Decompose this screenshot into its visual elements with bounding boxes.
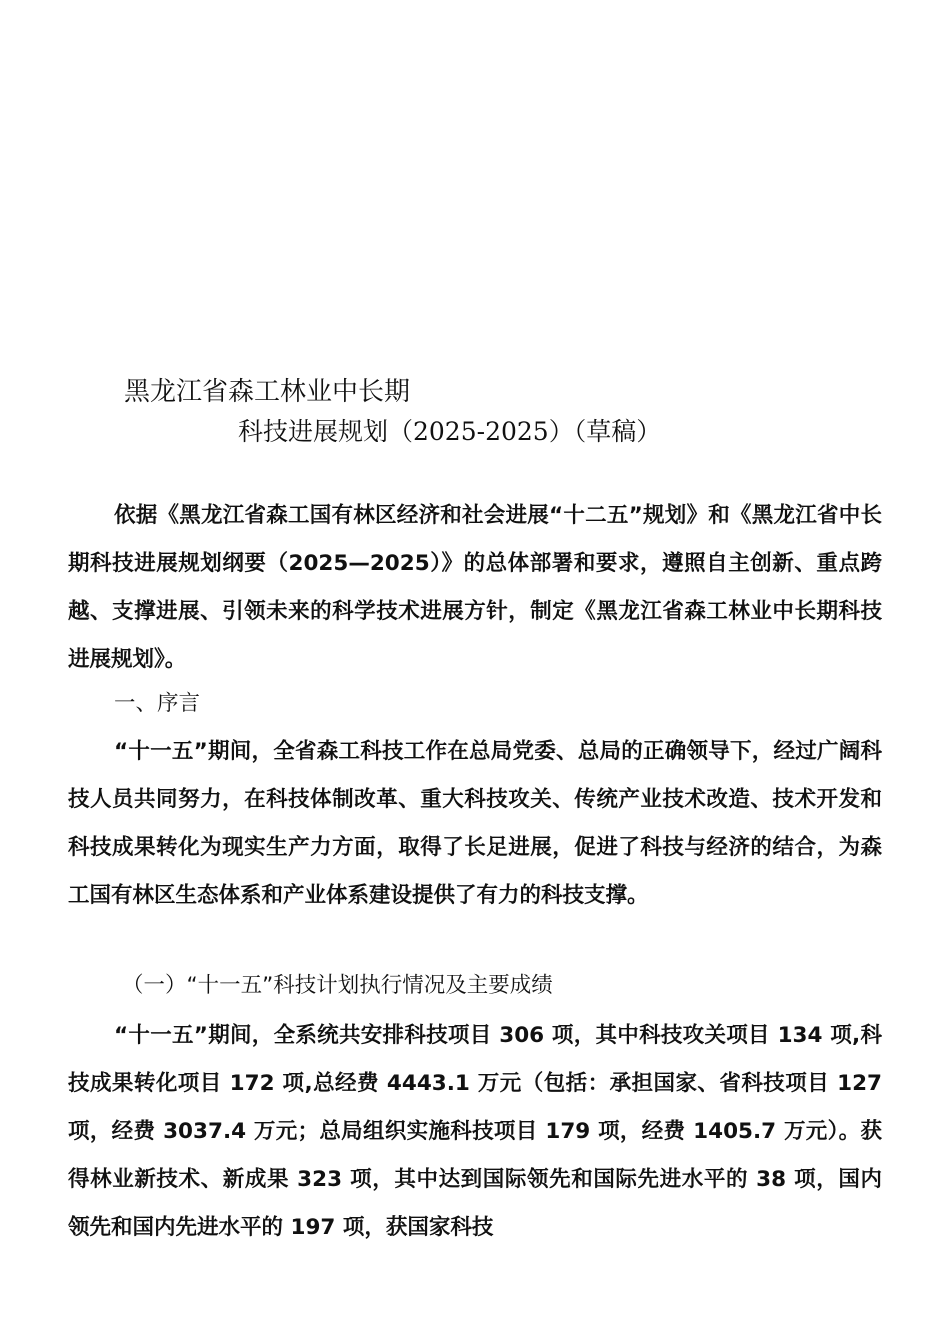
preface-paragraph: “十一五”期间，全省森工科技工作在总局党委、总局的正确领导下，经过广阔科技人员共同努力，在科技体制改革、重大科技攻关、传统产业技术改造、技术开发和科技成果转化为现实生产力方面，取得了长足进展，促进了科技与经济的结合，为森工国有林区生态体系和产业体系建设提供了有力的科技支撑。 (68, 739, 882, 908)
document-title-line1: 黑龙江省森工林业中长期 (124, 377, 411, 407)
document-title-line2: 科技进展规划（2025-2025）（草稿） (238, 417, 662, 446)
subsection-heading-achievements: （一）“十一五”科技计划执行情况及主要成绩 (122, 973, 553, 998)
section-heading-preface: 一、序言 (114, 691, 201, 716)
achievements-paragraph: “十一五”期间，全系统共安排科技项目 306 项，其中科技攻关项目 134 项,科技成果转化项目 172 项,总经费 4443.1 万元（包括：承担国家、省科技项目 127 项，经费 3037.4 万元；总局组织实施科技项目 179 项，经费 1405.7 万元）。获得林业新技术、新成果 323 项，其中达到国际领先和国际先进水平的 38 项，国内领先和国内先进水平的 197 项，获国家科技 (68, 1023, 882, 1240)
intro-paragraph: 依据《黑龙江省森工国有林区经济和社会进展“十二五”规划》和《黑龙江省中长期科技进展规划纲要（2025—2025）》的总体部署和要求，遵照自主创新、重点跨越、支撑进展、引领未来的科学技术进展方针，制定《黑龙江省森工林业中长期科技进展规划》。 (68, 503, 882, 672)
